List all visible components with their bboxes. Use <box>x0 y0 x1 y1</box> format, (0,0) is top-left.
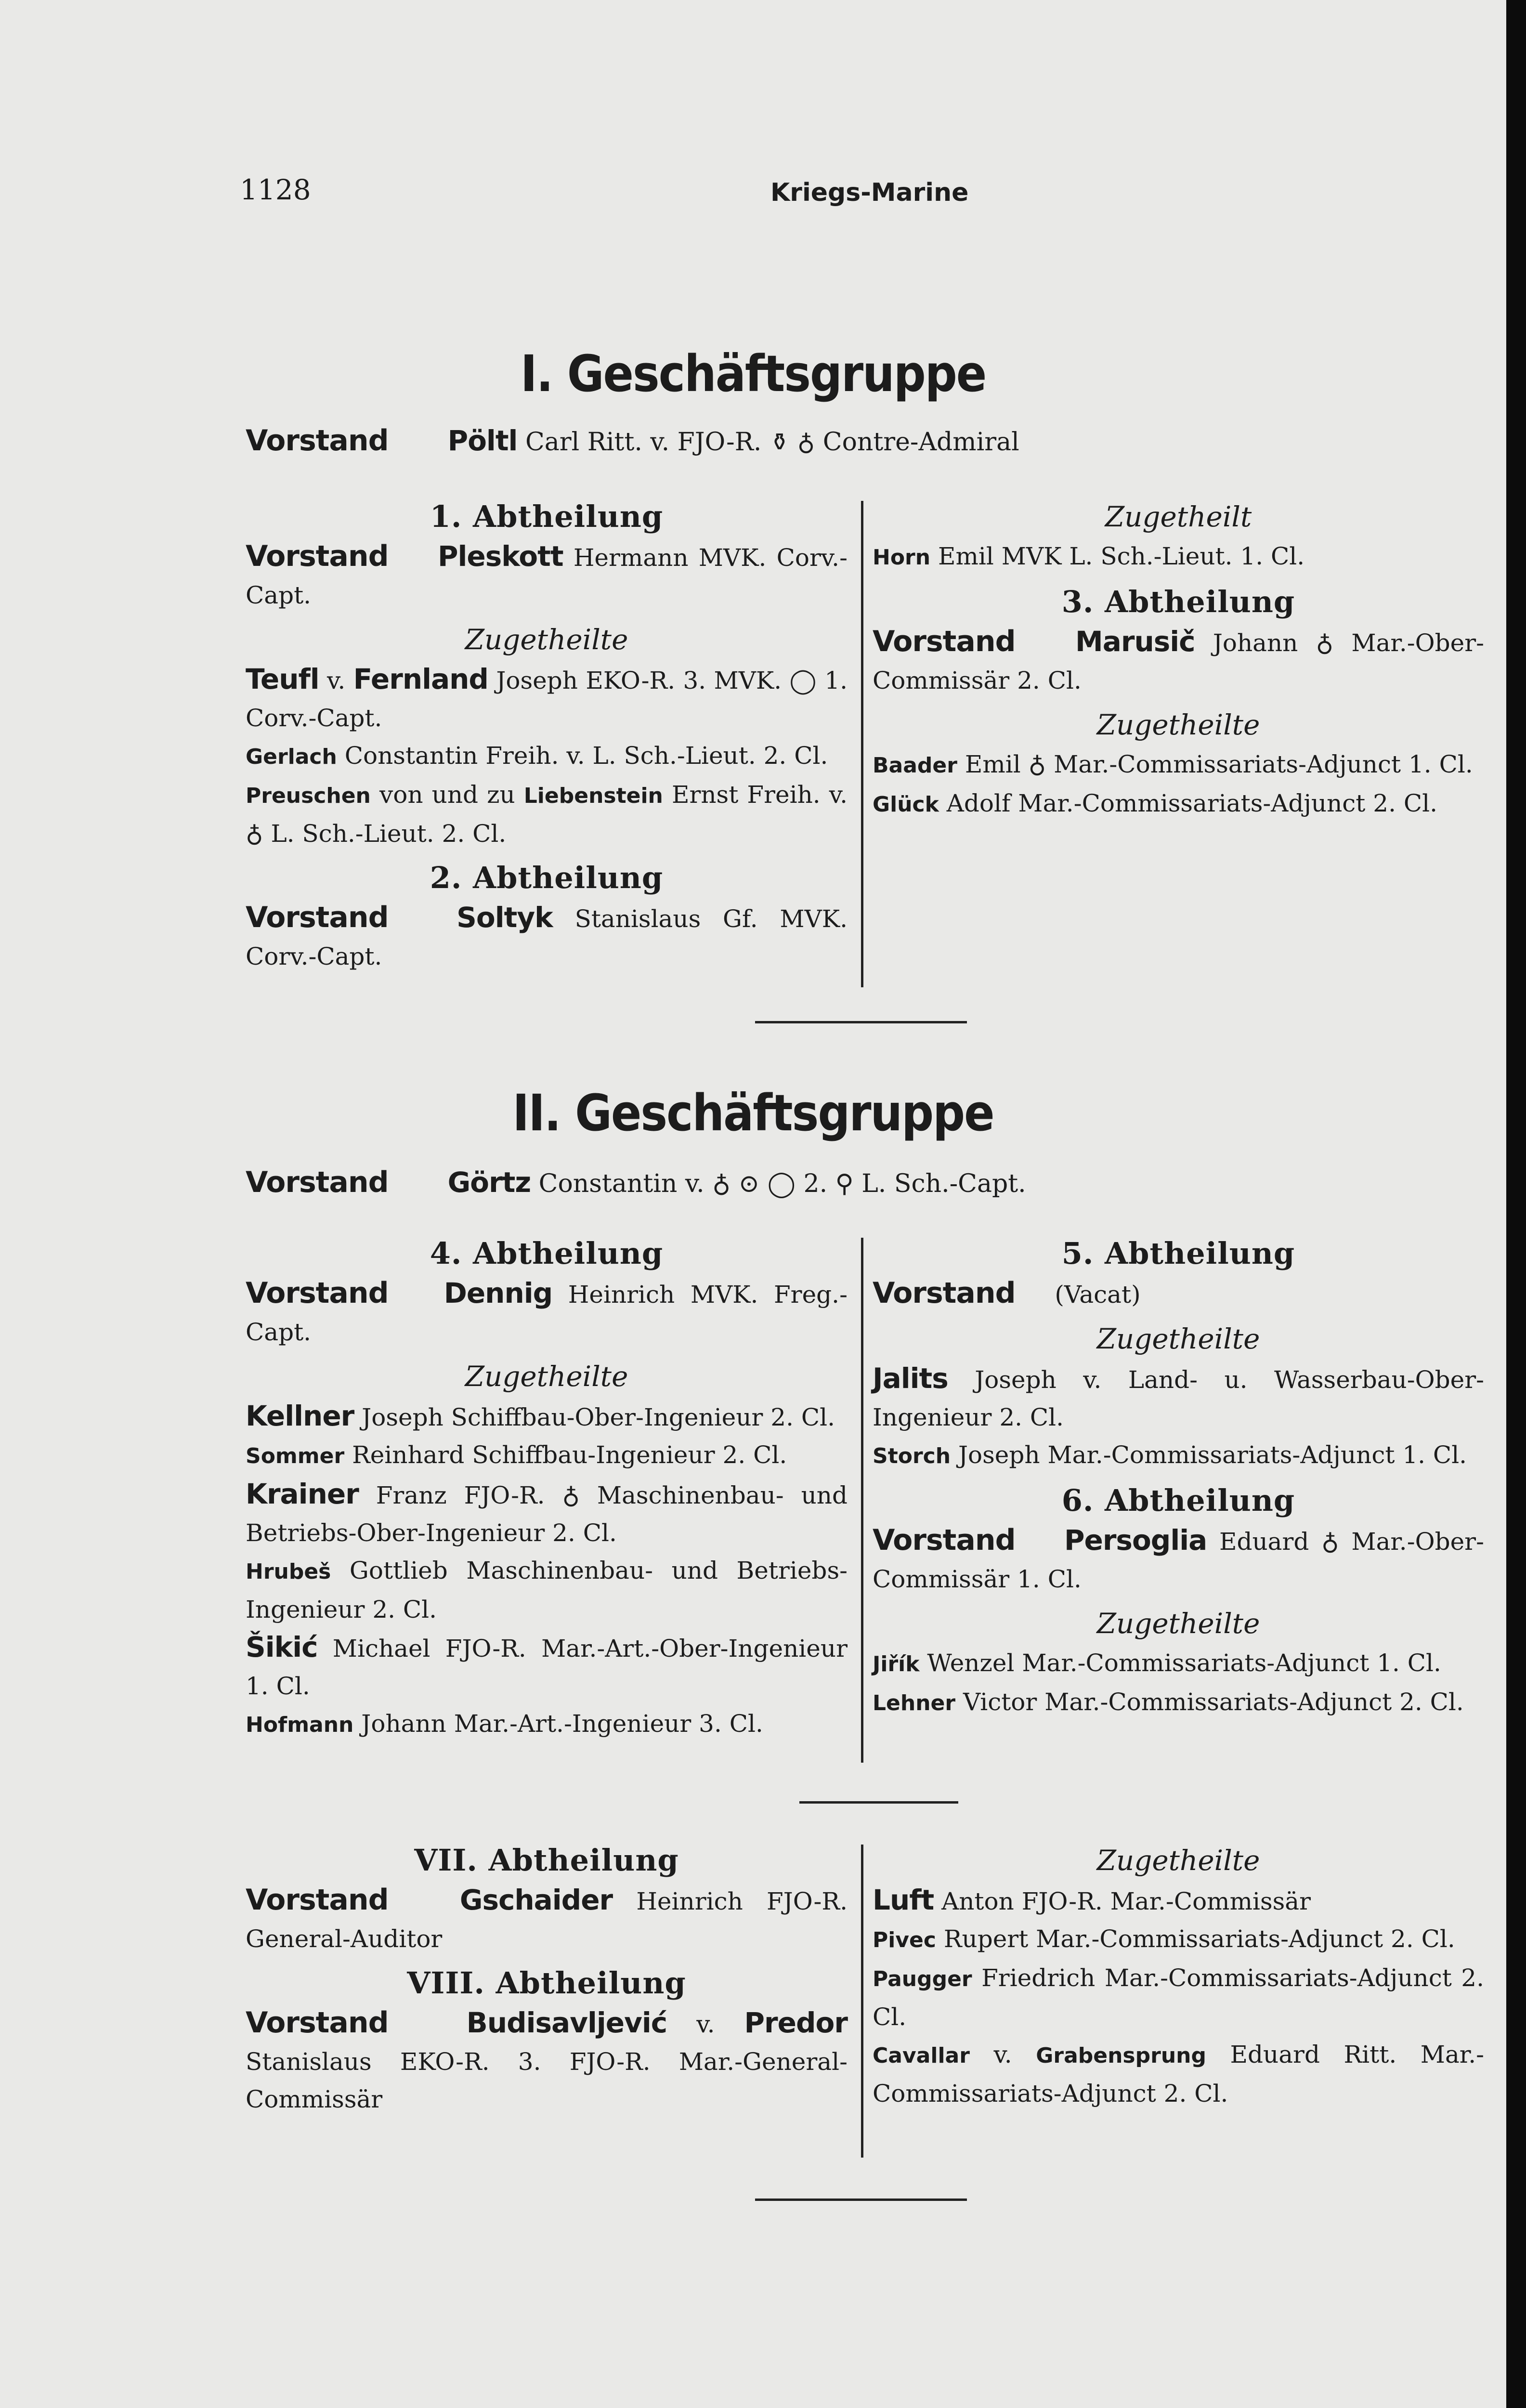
person-detail: (Vacat) <box>1055 1281 1141 1309</box>
column-divider <box>861 1845 863 2158</box>
person-detail: Rupert Mar.-Commissariats-Adjunct 2. Cl. <box>943 1925 1455 1953</box>
person-name: Predor <box>744 2006 848 2039</box>
person-detail: Joseph Mar.-Commissariats-Adjunct 1. Cl. <box>958 1441 1467 1469</box>
person-detail: Wenzel Mar.-Commissariats-Adjunct 1. Cl. <box>927 1649 1441 1677</box>
person-detail: Friedrich Mar.-Commissariats-Adjunct 2. Cl. <box>873 1964 1484 2031</box>
person-detail: Heinrich FJO-R. General-Auditor <box>246 1887 848 1953</box>
person-name: Gschaider <box>459 1884 613 1916</box>
person-name: Horn <box>873 545 931 570</box>
person-detail: Stanislaus Gf. MVK. Corv.-Capt. <box>246 905 848 970</box>
person-name: Soltyk <box>456 901 553 934</box>
person-detail: Stanislaus EKO-R. 3. FJO-R. Mar.-General-Commissär <box>246 2048 848 2113</box>
person-detail: Johann ♁ Mar.-Ober-Commissär 2. Cl. <box>873 629 1484 694</box>
subsection-title: Zugetheilte <box>465 1360 628 1393</box>
name-particle: v. <box>327 667 346 694</box>
group1-title: I. Geschäftsgruppe <box>520 344 986 403</box>
list-item <box>873 2036 1484 2112</box>
subsection-title: Zugetheilte <box>465 623 628 656</box>
list-item <box>246 899 848 975</box>
list-item <box>246 537 848 614</box>
list-item <box>246 1881 848 1958</box>
person-name: Pöltl <box>447 424 518 457</box>
section-divider <box>799 1801 958 1804</box>
vorstand-label: Vorstand <box>246 1165 389 1199</box>
person-detail: Emil MVK L. Sch.-Lieut. 1. Cl. <box>938 542 1305 570</box>
vorstand-label: Vorstand <box>246 901 389 934</box>
section-divider <box>755 1021 967 1023</box>
person-name: Pleskott <box>438 540 563 573</box>
section-title: VII. Abtheilung <box>414 1843 679 1878</box>
person-name: Marusič <box>1075 625 1195 658</box>
group1-left-column <box>246 491 848 975</box>
subsection-title: Zugetheilte <box>1096 1844 1260 1877</box>
vorstand-label: Vorstand <box>873 1523 1016 1557</box>
vorstand-label: Vorstand <box>246 539 389 573</box>
person-detail: Joseph EKO-R. 3. MVK. ◯ 1. Corv.-Capt. <box>246 667 848 732</box>
person-name: Grabensprung <box>1036 2043 1206 2068</box>
list-item <box>873 1274 1484 1313</box>
vorstand-label: Vorstand <box>246 2006 389 2040</box>
person-detail: Emil ♁ Mar.-Commissariats-Adjunct 1. Cl. <box>965 750 1473 778</box>
list-item <box>873 785 1484 824</box>
person-detail: Constantin Freih. v. L. Sch.-Lieut. 2. Cl. <box>344 742 828 770</box>
person-name: Preuschen <box>246 784 371 808</box>
person-name: Dennig <box>443 1277 553 1309</box>
person-detail: Anton FJO-R. Mar.-Commissär <box>941 1887 1311 1915</box>
group2-vorstand <box>246 1165 1498 1199</box>
list-item <box>873 1920 1484 1959</box>
person-detail: Reinhard Schiffbau-Ingenieur 2. Cl. <box>352 1441 787 1469</box>
subsection-title: Zugetheilte <box>1096 1322 1260 1355</box>
group2-right-column <box>873 1228 1484 1722</box>
list-item <box>873 623 1484 699</box>
person-name: Hofmann <box>246 1713 354 1737</box>
list-item <box>873 1881 1484 1920</box>
list-item <box>873 1683 1484 1722</box>
name-particle: von und zu <box>379 781 515 809</box>
section-title: 2. Abtheilung <box>430 860 664 895</box>
group1-right-column <box>873 491 1484 824</box>
running-head: Kriegs-Marine <box>770 178 969 207</box>
person-name: Luft <box>873 1884 934 1916</box>
person-name: Sommer <box>246 1444 345 1468</box>
section-divider <box>755 2199 967 2201</box>
list-item <box>246 776 848 852</box>
section-title: 5. Abtheilung <box>1061 1236 1295 1271</box>
decoration-icon: ⚱ ♁ <box>769 428 815 456</box>
person-detail: Adolf Mar.-Commissariats-Adjunct 2. Cl. <box>946 789 1437 817</box>
person-detail: Franz FJO-R. ♁ Maschinenbau- und Betriebs-Ober-Ingenieur 2. Cl. <box>246 1481 848 1547</box>
list-item <box>246 1552 848 1628</box>
list-item <box>246 1397 848 1436</box>
person-detail: Eduard ♁ Mar.-Ober-Commissär 1. Cl. <box>873 1528 1484 1593</box>
person-detail: Joseph v. Land- u. Wasserbau-Ober-Ingenieur 2. Cl. <box>873 1366 1484 1431</box>
vorstand-label: Vorstand <box>246 1883 389 1917</box>
list-item <box>246 1628 848 1705</box>
person-name: Pivec <box>873 1928 936 1952</box>
vorstand-label: Vorstand <box>246 424 389 458</box>
person-name: Glück <box>873 792 939 817</box>
list-item <box>873 1959 1484 2036</box>
list-item <box>246 1705 848 1744</box>
person-detail: Victor Mar.-Commissariats-Adjunct 2. Cl. <box>963 1688 1464 1716</box>
section-title: VIII. Abtheilung <box>407 1965 686 2001</box>
person-name: Teufl <box>246 663 319 695</box>
page-number: 1128 <box>240 173 311 206</box>
person-detail: Hermann MVK. Corv.-Capt. <box>246 544 848 609</box>
lower-right-column <box>873 1835 1484 2112</box>
person-detail: Ernst Freih. v. ♁ L. Sch.-Lieut. 2. Cl. <box>246 781 848 848</box>
person-name: Fernland <box>353 663 488 695</box>
column-divider <box>861 1238 863 1763</box>
list-item <box>246 2004 848 2118</box>
person-name: Paugger <box>873 1967 972 1991</box>
list-item <box>246 1475 848 1552</box>
person-name: Jalits <box>873 1362 948 1395</box>
subsection-title: Zugetheilte <box>1096 708 1260 741</box>
list-item <box>246 660 848 737</box>
list-item <box>873 1360 1484 1436</box>
person-detail: Eduard Ritt. Mar.-Commissariats-Adjunct 2. Cl. <box>873 2041 1484 2107</box>
list-item <box>246 1436 848 1475</box>
vorstand-label: Vorstand <box>873 625 1016 658</box>
person-name: Krainer <box>246 1478 359 1510</box>
person-name: Cavallar <box>873 2043 970 2068</box>
person-detail: Constantin v. ♁ ⊙ ◯ 2. ⚲ L. Sch.-Capt. <box>538 1169 1026 1198</box>
section-title: 4. Abtheilung <box>430 1236 664 1271</box>
person-detail: Carl Ritt. v. FJO-R. <box>525 428 762 457</box>
person-name: Lehner <box>873 1691 956 1715</box>
person-name: Görtz <box>447 1166 531 1199</box>
column-divider <box>861 501 863 987</box>
list-item <box>246 1274 848 1351</box>
lower-left-column <box>246 1835 848 2118</box>
list-item <box>873 746 1484 785</box>
person-name: Hrubeš <box>246 1559 331 1584</box>
group2-title: II. Geschäftsgruppe <box>512 1084 994 1142</box>
person-detail: Gottlieb Maschinenbau- und Betriebs-Ingenieur 2. Cl. <box>246 1557 848 1623</box>
person-name: Šikić <box>246 1631 318 1663</box>
subsection-title: Zugetheilte <box>1096 1607 1260 1640</box>
person-detail: Heinrich MVK. Freg.-Capt. <box>246 1281 848 1346</box>
person-name: Liebenstein <box>523 784 663 808</box>
list-item <box>246 737 848 776</box>
vorstand-label: Vorstand <box>873 1276 1016 1310</box>
list-item <box>873 537 1484 576</box>
person-name: Persoglia <box>1064 1524 1207 1557</box>
person-name: Jiřík <box>873 1652 920 1676</box>
person-detail: Johann Mar.-Art.-Ingenieur 3. Cl. <box>361 1710 763 1738</box>
group1-vorstand <box>246 424 1498 458</box>
person-detail: Joseph Schiffbau-Ober-Ingenieur 2. Cl. <box>362 1403 835 1431</box>
section-title: 1. Abtheilung <box>430 499 664 534</box>
person-name: Gerlach <box>246 745 337 769</box>
name-particle: v. <box>993 2041 1012 2068</box>
person-name: Kellner <box>246 1400 354 1432</box>
vorstand-label: Vorstand <box>246 1276 389 1310</box>
person-name: Baader <box>873 753 957 778</box>
person-detail: Michael FJO-R. Mar.-Art.-Ober-Ingenieur 1. Cl. <box>246 1635 848 1700</box>
list-item <box>873 1644 1484 1683</box>
person-name: Budisavljević <box>466 2006 667 2039</box>
list-item <box>873 1521 1484 1598</box>
person-rank: Contre-Admiral <box>822 428 1019 457</box>
group2-left-column <box>246 1228 848 1744</box>
name-particle: v. <box>696 2010 715 2038</box>
person-name: Storch <box>873 1444 951 1468</box>
section-title: 6. Abtheilung <box>1061 1483 1295 1518</box>
subsection-title: Zugetheilt <box>1105 500 1252 533</box>
list-item <box>873 1436 1484 1475</box>
section-title: 3. Abtheilung <box>1061 584 1295 619</box>
